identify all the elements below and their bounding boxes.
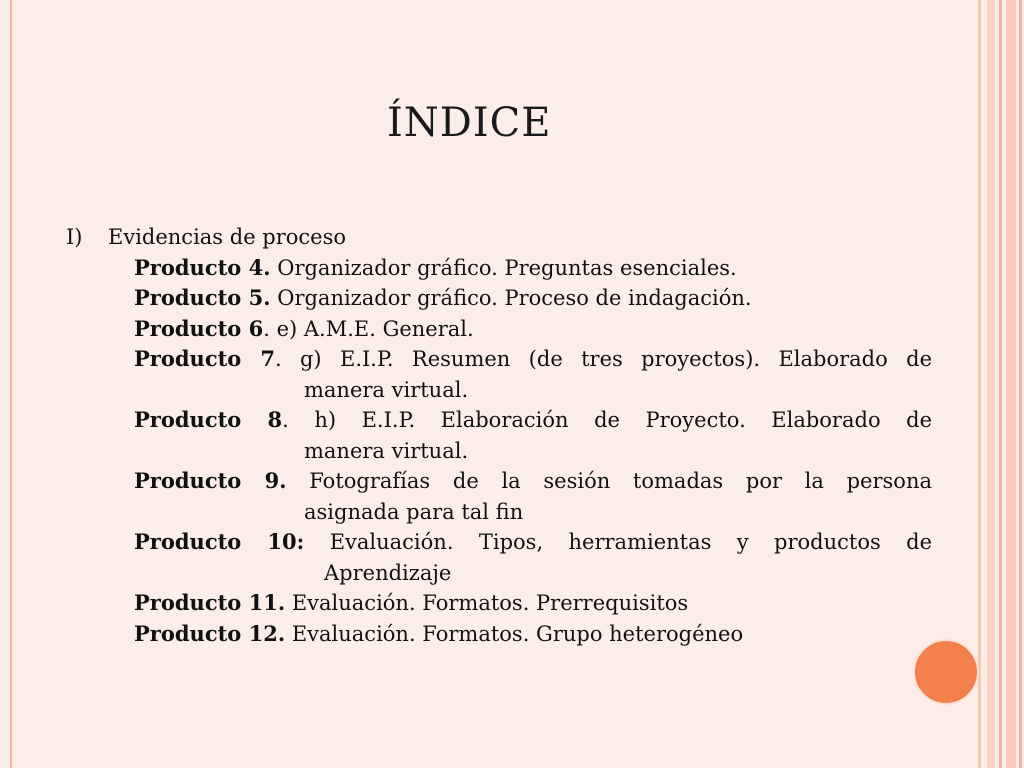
item-text: Fotografías de la sesión tomadas por la persona [286, 469, 932, 493]
section-title: Evidencias de proceso [108, 225, 347, 249]
item-continuation: Aprendizaje [324, 560, 452, 585]
list-item [134, 253, 932, 284]
item-label: Producto 4. [134, 254, 271, 280]
decorative-circle [913, 639, 979, 705]
item-text: . g) E.I.P. Resumen (de tres proyectos). Elaborado de [274, 347, 932, 371]
decorative-stripes [978, 0, 1024, 768]
list-item [134, 527, 932, 588]
item-text: Evaluación. Tipos, herramientas y productos de [304, 530, 932, 554]
list-item [134, 314, 932, 345]
left-border-line [10, 0, 12, 768]
item-label: Producto 11. [134, 590, 286, 615]
section-number: I) [66, 225, 83, 249]
item-continuation: manera virtual. [304, 377, 469, 402]
item-text: Organizador gráfico. Proceso de indagación. [270, 286, 752, 310]
item-label: Producto 6 [134, 315, 264, 341]
list-item [134, 466, 932, 527]
item-text: Organizador gráfico. Preguntas esenciales. [270, 255, 737, 280]
list-item [134, 588, 932, 619]
item-text: Evaluación. Formatos. Grupo heterogéneo [285, 621, 744, 646]
item-label: Producto 9. [134, 468, 287, 493]
index-content [66, 222, 932, 649]
item-text: . h) E.I.P. Elaboración de Proyecto. Elaborado de [282, 408, 932, 432]
item-text: . e) A.M.E. General. [263, 316, 474, 341]
item-label: Producto 5. [134, 285, 271, 310]
item-label: Producto 12. [134, 620, 286, 646]
list-item [134, 619, 932, 650]
item-label: Producto 8 [134, 407, 283, 432]
item-text: Evaluación. Formatos. Prerrequisitos [285, 591, 689, 615]
list-item [134, 283, 932, 314]
section-heading [66, 222, 932, 253]
item-continuation: asignada para tal fin [304, 499, 524, 524]
list-item [134, 344, 932, 405]
slide-title: ÍNDICE [387, 100, 552, 146]
list-item [134, 405, 932, 466]
item-label: Producto 7 [134, 346, 275, 371]
item-label: Producto 10: [134, 529, 305, 554]
item-continuation: manera virtual. [304, 438, 469, 463]
